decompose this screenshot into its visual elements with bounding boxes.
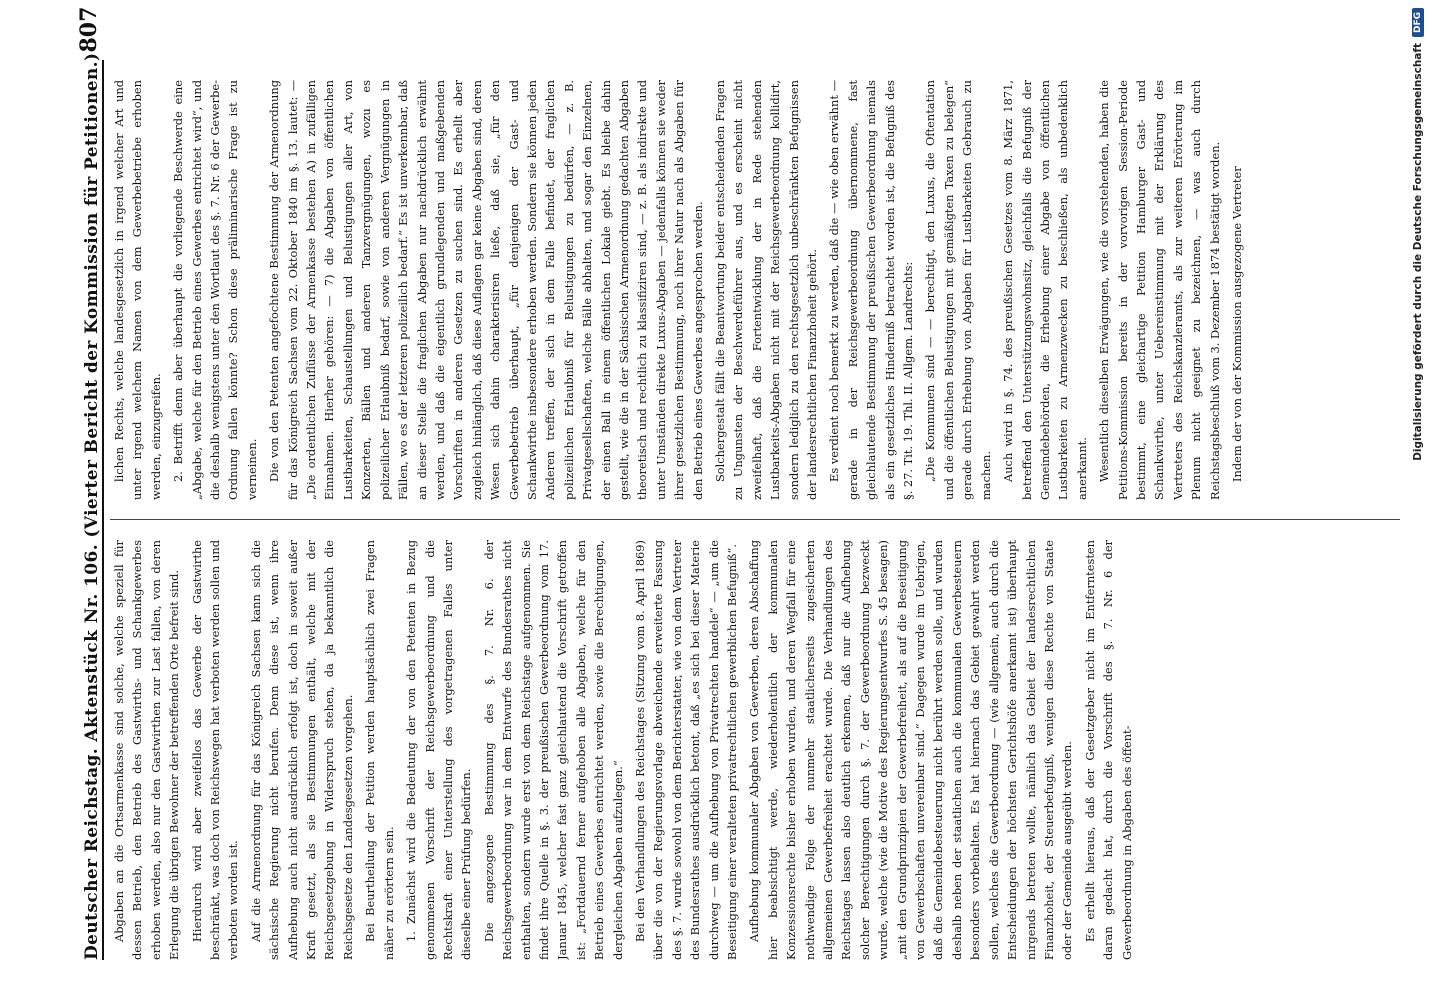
paragraph: Es erhellt hieraus, daß der Gesetzgeber nicht im Entferntesten daran gedacht hat, durch die Vorschrift des §. 7. Nr. 6 der Gewerbeordnung in Abgaben des öffent-	[1082, 540, 1134, 960]
paragraph: lichen Rechts, welche landesgesetzlich in irgend welcher Art und unter irgend welchem Namen von dem Gewerbebetriebe erhoben werden, einzugreifen.	[112, 80, 163, 500]
digitization-notice	[1404, 0, 1432, 1000]
paragraph: Aufhebung kommunaler Abgaben von Gewerben, deren Abschaffung hier beabsichtigt werde, wiederholentlich der kommunalen Konzessionsrechte bisher erhoben wurden, und deren Wegfall für eine nothwendige Folge der nunmehr staatlicherseits zugesicherten allgemeinen Gewerbefreiheit erachtet wurde. Die Verhandlungen des Reichstages lassen also deutlich erkennen, daß nur die Aufhebung solcher Berechtigungen durch §. 7. der Gewerbeordnung bezweckt wurde, welche (wie die Motive des Regierungsentwurfes S. 45 besagen) „mit den Grundprinzipien der Gewerbefreiheit, als auf die Beseitigung von Gewerbschaften unvereinbar sind.“ Dagegen wurde im Uebrigen, daß die Gemeindebesteuerung nicht berührt werden solle, und wurden deshalb neben der staatlichen auch die kommunalen Gewerbesteuern besonders vorbehalten. Es hat hiernach das Gebiet gewahrt werden sollen, welches die Gewerbeordnung — (wie allgemein, auch durch die Entscheidungen der höchsten Gerichtshöfe anerkannt ist) überhaupt nirgends betreten wollte, nämlich das Gebiet der landesrechtlichen Finanzhoheit, der Steuerbefugniß, wenigen diese Rechte von Staate oder der Gemeinde ausgeübt werden.	[747, 540, 1075, 960]
page-header	[68, 6, 104, 960]
paragraph: Es verdient noch bemerkt zu werden, daß die — wie oben erwähnt — gerade in der Reichsgewerbeordnung übernommene, fast gleichlautende Bestimmung der preußischen Gewerbeordnung niemals als ein gesetzliches Hinderniß betrachtet worden ist, die Befugniß des §. 27. Tit. 19. Thl. II. Allgem. Landrechts:	[827, 80, 916, 500]
paragraph: Bei Beurtheilung der Petition werden hauptsächlich zwei Fragen näher zu erörtern sein.	[363, 540, 396, 960]
paragraph: Solchergestalt fällt die Beantwortung beider entscheidenden Fragen zu Ungunsten der Beschwerdeführer aus, und es erscheint nicht zweifelhaft, daß die Fortentwicklung der in Rede stehenden Lustbarkeits-Abgaben nicht mit der Reichsgewerbeordnung kollidirt, sondern lediglich zu den rechtsgesetzlich unbeschränkten Befugnissen der landesrechtlichen Finanzhoheit gehört.	[713, 80, 820, 500]
paragraph: Die von den Petenten angefochtene Bestimmung der Armenordnung für das Königreich Sachsen vom 22. Oktober 1840 im §. 13. lautet: — „Die ordentlichen Zuflüsse der Armenkasse bestehen A) in zufälligen Einnahmen. Hierher gehören: — 7) die Abgaben von öffentlichen Lustbarkeiten, Schaustellungen und Belustigungen aller Art, von Konzerten, Bällen und anderen Tanzvergnügungen, wozu es polizeilicher Erlaubniß bedarf, sowie von anderen Vergnügungen in Fällen, wo es der letzteren polizeilich bedarf.“ Es ist unverkennbar, daß an dieser Stelle die fraglichen Abgaben nur nachdrücklich erwähnt werden, und daß die eigentlich grundlegenden und maßgebenden Vorschriften in anderen Gesetzen zu suchen sind. Es erhellt aber zugleich hinlänglich, daß diese Auflagen gar keine Abgaben sind, deren Wesen sich dahin charakterisiren ließe, daß sie, „für den Gewerbebetrieb überhaupt, „für denjenigen der Gast- und Schankwirthe insbesondere erhoben werden. Sondern sie können jeden Anderen treffen, der sich in dem Falle befindet, der fraglichen polizeilichen Erlaubniß für Belustigungen zu bedürfen, — z. B. Privatgesellschaften, welche Bälle abhalten, und sogar den Einzelnen, der einen Ball in einem öffentlichen Lokale giebt. Es bleibe dahin gestellt, wie die in der Sächsischen Armenordnung gedachten Abgaben theoretisch und rechtlich zu klassifiziren sind, — z. B. als indirekte und unter Umständen direkte Luxus-Abgaben — jedenfalls können sie weder ihrer gesetzlichen Bestimmung, noch ihrer Natur nach als Abgaben für den Betrieb eines Gewerbes angesprochen werden.	[267, 80, 705, 500]
paragraph: Indem der von der Kommission ausgezogene Vertreter	[1229, 166, 1244, 482]
paragraph: 2. Betrifft denn aber überhaupt die vorliegende Beschwerde eine „Abgabe, welche für den Betrieb eines Gewerbes entrichtet wird“, und die deshalb wenigstens unter den Wortlaut des §. 7. Nr. 6 der Gewerbe-Ordnung fallen könnte? Schon diese präliminarische Frage ist zu verneinen.	[171, 80, 259, 500]
paragraph: „Die Kommunen sind — — berechtigt, den Luxus, die Oftentation und die öffentlichen Belustigungen mit gemäßigten Taxen zu belegen“ gerade durch Erhebung von Abgaben für Lustbarkeiten Gebrauch zu machen.	[923, 80, 993, 500]
paragraph: Wesentlich dieselben Erwägungen, wie die vorstehenden, haben die Petitions-Kommission bereits in der vorvorigen Session-Periode bestimmt, eine gleichartige Petition Hamburger Gast- und Schankwirthe, unter Uebereinstimmung mit der Erklärung des Vertreters des Reichskanzleramts, als zur weiteren Erörterung im Plenum nicht geeignet zu bezeichnen, — was auch durch Reichstagsbeschluß vom 3. Dezember 1874 bestätigt worden.	[1097, 80, 1222, 500]
running-head: Deutscher Reichstag. Aktenstück Nr. 106. (Vierter Bericht der Kommission für Petitionen.)	[82, 52, 102, 960]
paragraph: Auch wird in §. 74. des preußischen Gesetzes vom 8. März 1871, betreffend den Unterstützungswohnsitz, gleichfalls die Befugniß der Gemeindebehörden, die Erhebung einer Abgabe von öffentlichen Lustbarkeiten zu Armenzwecken zu beschließen, als unbedenklich anerkannt.	[1001, 80, 1089, 500]
paragraph: Bei den Verhandlungen des Reichstages (Sitzung vom 8. April 1869) über die von der Regierungsvorlage abweichende erweiterte Fassung des §. 7. wurde sowohl von dem Berichterstatter, wie von dem Vertreter des Bundesrathes ausdrücklich betont, daß „es sich bei dieser Materie durchweg — um die Aufhebung von Privatrechten handele“ — „um die Beseitigung einer veralteten privatrechtlichen gewerblichen Befugniß“.	[632, 540, 739, 960]
paragraph: Auf die Armenordnung für das Königreich Sachsen kann sich die sächsische Regierung nicht berufen. Denn diese ist, wenn ihre Aufhebung auch nicht ausdrücklich erfolgt ist, doch in soweit außer Kraft gesetzt, als sie Bestimmungen enthält, welche mit der Reichsgesetzgebung in Widerspruch stehen, da ja bekanntlich die Reichsgesetze den Landesgesetzen vorgehen.	[248, 540, 355, 960]
paragraph: 1. Zunächst wird die Bedeutung der von den Petenten in Bezug genommenen Vorschrift der Reichsgewerbeordnung und die Rechtskraft einer Unterstellung des vorgetragenen Falles unter dieselbe einer Prüfung bedürfen.	[404, 540, 474, 960]
paragraph: Abgaben an die Ortsarmenkasse sind solche, welche speziell für dessen Betrieb, den Betrieb des Gastwirths- und Schankgewerbes erhoben werden, also nur den Gastwirthen zur Last fallen, von deren Erlegung die übrigen Bewohner der betreffenden Orte befreit sind.	[112, 540, 182, 960]
dfg-logo: DFG	[1412, 8, 1424, 37]
right-text-column	[110, 80, 1400, 500]
page-number: 807	[76, 6, 102, 53]
paragraph: Hierdurch wird aber zweifellos das Gewerbe der Gastwirthe beschränkt, was doch von Reichswegen hat verboten werden sollen und verboten worden ist.	[189, 540, 241, 960]
column-divider	[110, 519, 1400, 520]
paragraph: Die angezogene Bestimmung des §. 7. Nr. 6. der Reichsgewerbeordnung war in dem Entwurfe des Bundesrathes nicht enthalten, sondern wurde erst von dem Reichstage aufgenommen. Sie findet ihre Quelle in §. 3. der preußischen Gewerbeordnung vom 17. Januar 1845, welcher fast ganz gleichlautend die Vorschrift getroffen ist: „Fortdauernd ferner aufgehoben alle Abgaben, welche für den Betrieb eines Gewerbes entrichtet werden, sowie die Berechtigungen, dergleichen Abgaben aufzulegen.“	[481, 540, 625, 960]
digitization-notice-text: Digitalisierung gefördert durch die Deutsche Forschungsgemeinschaft	[1412, 43, 1424, 461]
left-text-column	[110, 540, 1400, 960]
